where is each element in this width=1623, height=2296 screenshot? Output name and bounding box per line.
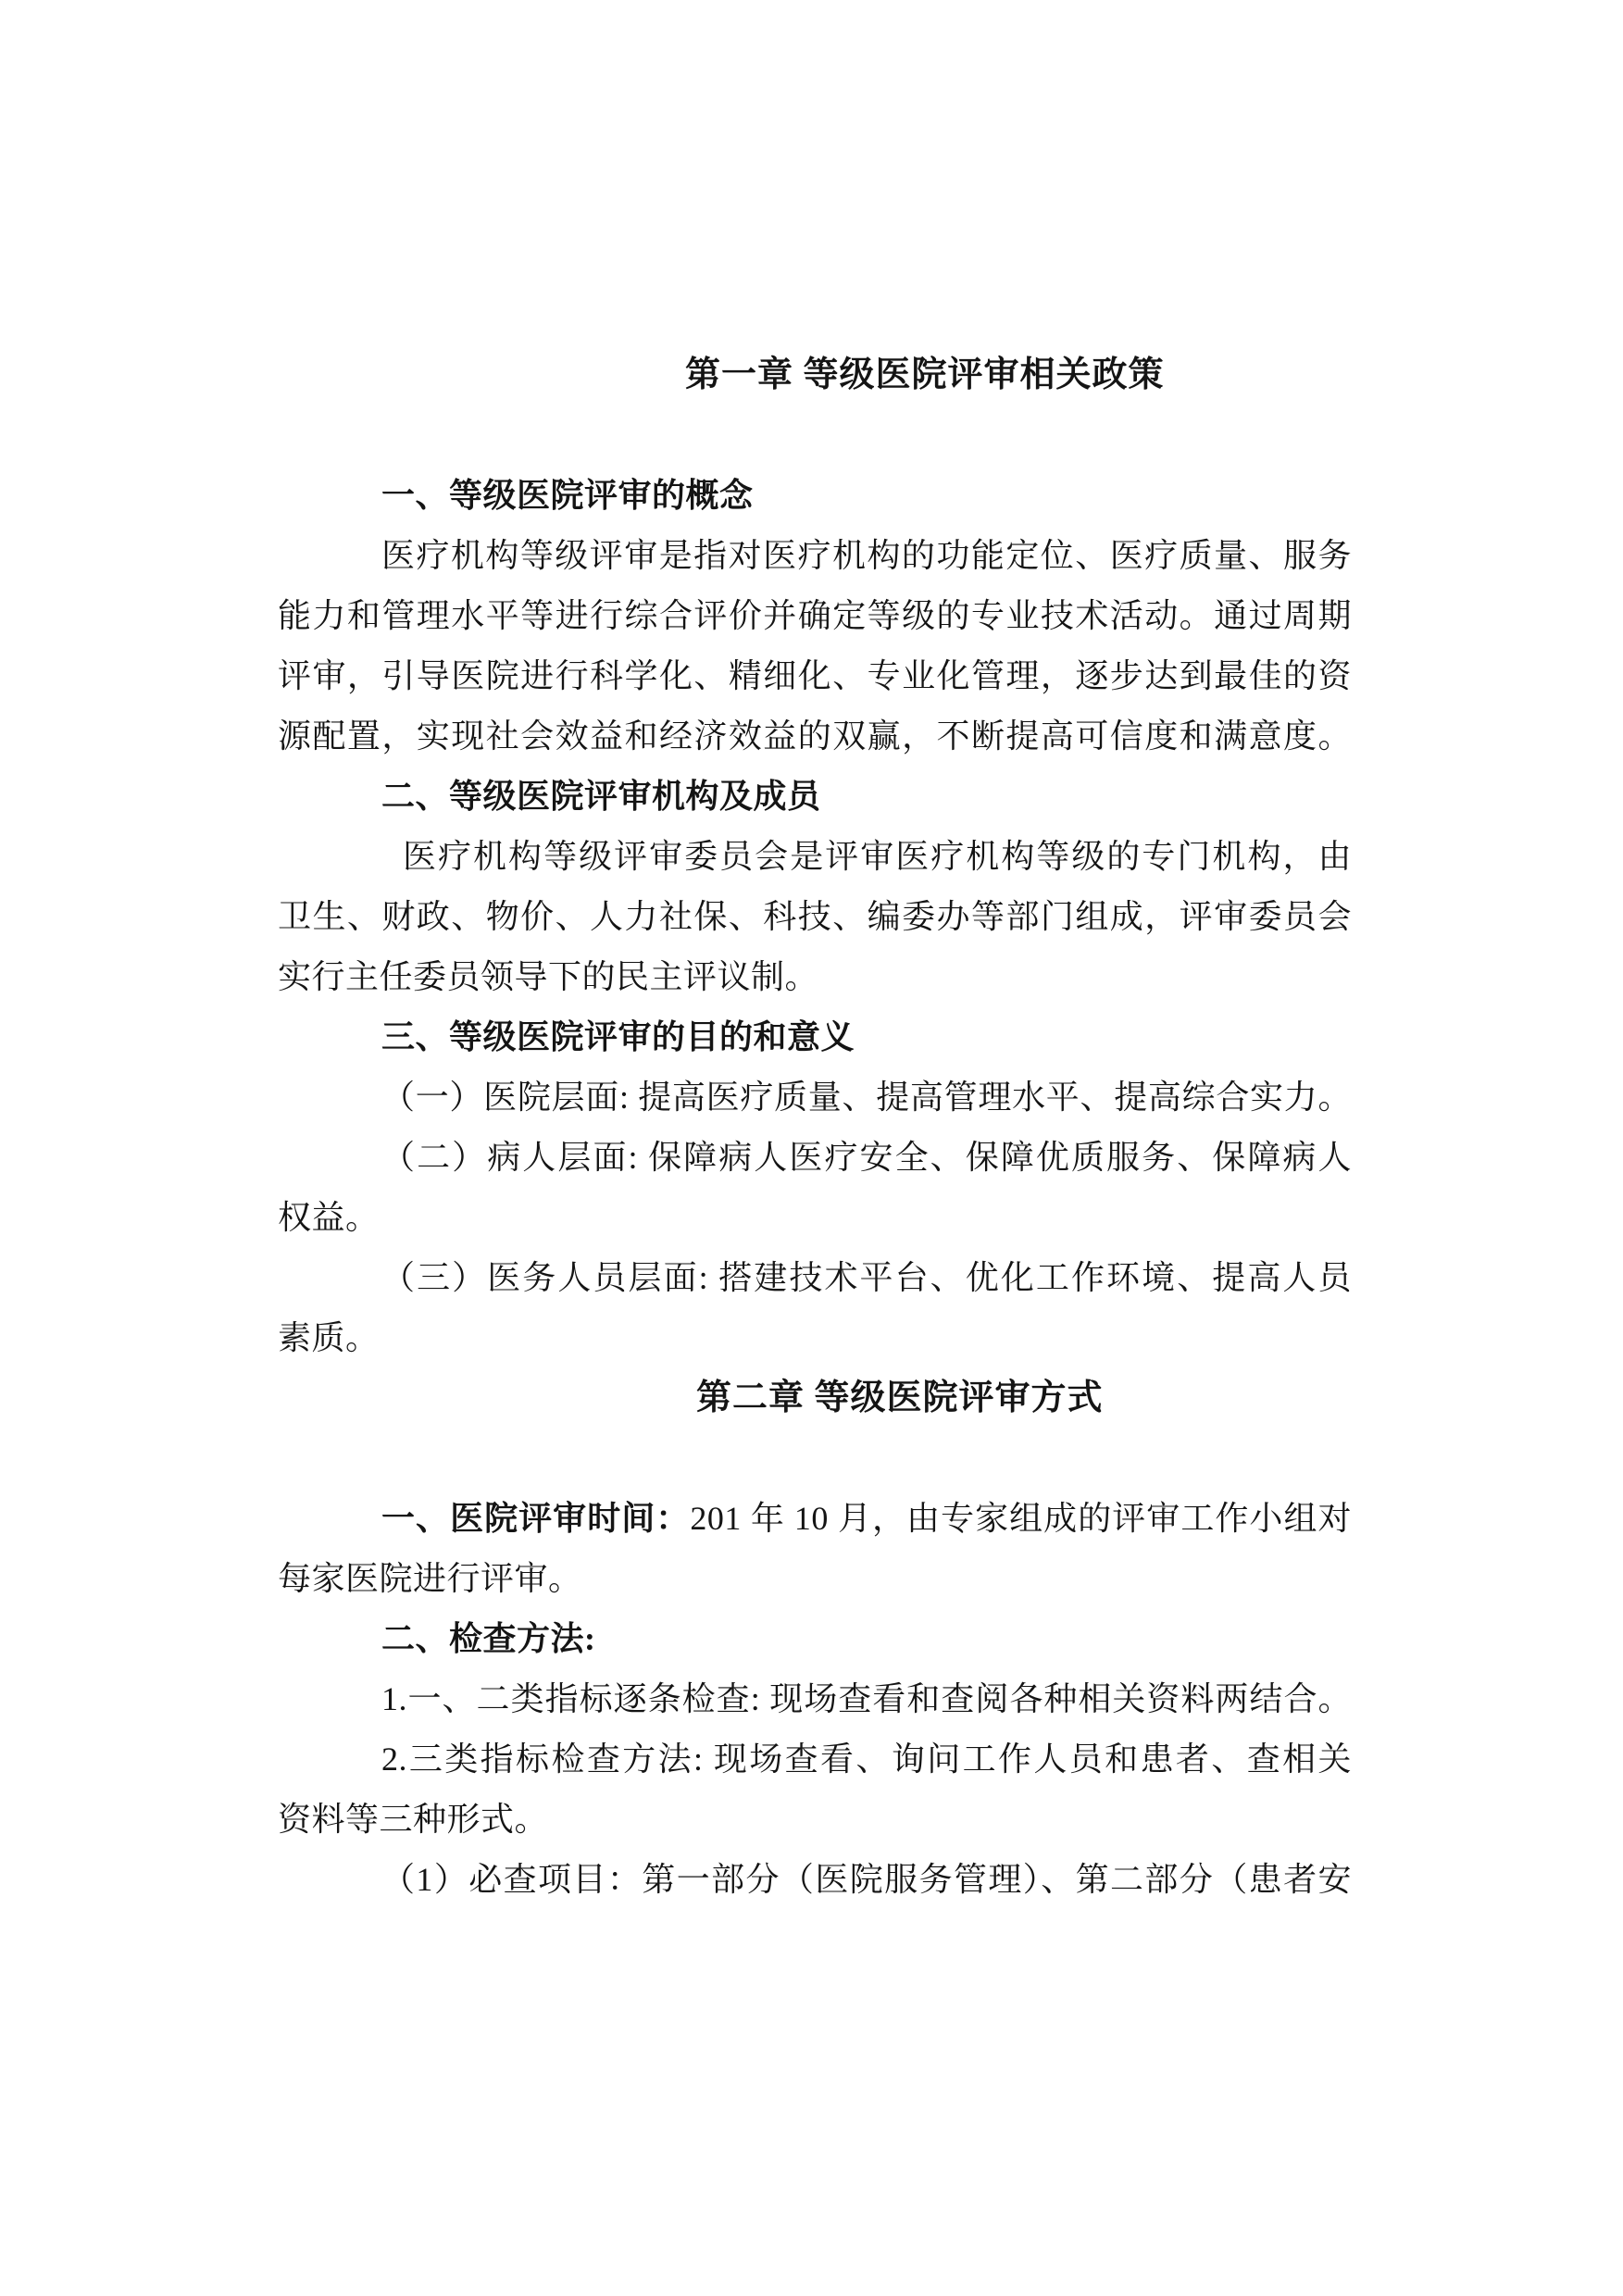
paragraph-line: 每家医院进行评审。 — [278, 1560, 582, 1597]
section-heading: 三、等级医院评审的目的和意义 — [381, 1018, 855, 1055]
blank-line — [278, 1429, 1352, 1489]
section-heading: 一、等级医院评审的概念 — [381, 477, 754, 514]
section-heading: 二、等级医院评审机构及成员 — [381, 778, 821, 815]
paragraph-text: 201 年 10 月，由专家组成的评审工作小组对 — [690, 1500, 1352, 1537]
paragraph-line: （1）必查项目：第一部分（医院服务管理）、第二部分（患者安 — [381, 1861, 1352, 1898]
paragraph-line: 医疗机构等级评审是指对医疗机构的功能定位、医疗质量、服务 — [381, 537, 1352, 574]
paragraph-line: 资料等三种形式。 — [278, 1801, 549, 1838]
document-text-block — [278, 345, 1352, 1910]
paragraph-line: 能力和管理水平等进行综合评价并确定等级的专业技术活动。通过周期 — [278, 597, 1352, 634]
paragraph-line: 2.三类指标检查方法: 现场查看、询问工作人员和患者、查相关 — [381, 1741, 1352, 1778]
chapter-title: 第二章 等级医院评审方式 — [696, 1379, 1104, 1417]
paragraph-line — [278, 1489, 1352, 1549]
paragraph-line: 源配置，实现社会效益和经济效益的双赢，不断提高可信度和满意度。 — [278, 718, 1352, 755]
paragraph-line: 1.一、二类指标逐条检查: 现场查看和查阅各种相关资料两结合。 — [381, 1680, 1352, 1717]
chapter-title: 第一章 等级医院评审相关政策 — [685, 356, 1165, 394]
paragraph-line: 评审，引导医院进行科学化、精细化、专业化管理，逐步达到最佳的资 — [278, 657, 1352, 694]
paragraph-line: 素质。 — [278, 1319, 380, 1356]
paragraph-line: 权益。 — [278, 1199, 380, 1236]
blank-line — [278, 406, 1352, 466]
paragraph-line: 医疗机构等级评审委员会是评审医疗机构等级的专门机构，由 — [403, 838, 1352, 875]
paragraph-line: （一）医院层面: 提高医疗质量、提高管理水平、提高综合实力。 — [381, 1079, 1352, 1116]
inline-heading-label: 一、医院评审时间： — [381, 1500, 691, 1537]
paragraph-line: 实行主任委员领导下的民主评议制。 — [278, 958, 819, 995]
paragraph-line: （三）医务人员层面: 搭建技术平台、优化工作环境、提高人员 — [381, 1259, 1352, 1296]
paragraph-line: （二）病人层面: 保障病人医疗安全、保障优质服务、保障病人 — [381, 1139, 1352, 1176]
section-heading: 二、检查方法: — [381, 1620, 596, 1657]
paragraph-line: 卫生、财政、物价、人力社保、科技、编委办等部门组成，评审委员会 — [278, 898, 1352, 935]
